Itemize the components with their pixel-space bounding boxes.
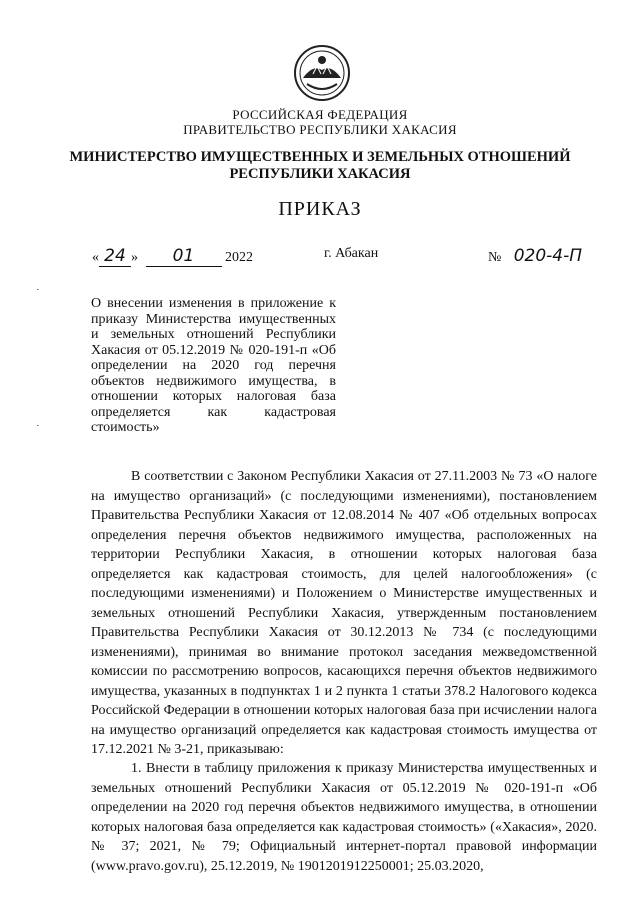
number-sign: № (488, 250, 502, 265)
number-value: 020-4-П (513, 246, 583, 266)
item-1-paragraph: 1. Внести в таблицу приложения к приказу Министерства имущественных и земельных отношений Республики Хакасия от 05.12.2019 № 020-191-п «Об определении на 2020 год перечня объектов недвижимого имущества, в отношении которых налоговая база определяется как кадастровая стоимость» («Хакасия», 2020. № 37; 2021, № 79; Официальный интернет-портал правовой информации (www.pravo.gov.ru), 25.12.2019, № 1901201912250001; 25.03.2020, (91, 761, 597, 874)
document-type: ПРИКАЗ (278, 198, 362, 220)
ministry-title-line2: РЕСПУБЛИКИ ХАКАСИЯ (229, 166, 411, 182)
quote-open: « (92, 250, 99, 265)
order-number (488, 246, 591, 266)
date-day: 24 (99, 246, 131, 267)
city: г. Абакан (324, 246, 379, 261)
margin-mark-2: · (36, 420, 40, 432)
preamble-paragraph: В соответствии с Законом Республики Хакасия от 27.11.2003 № 73 «О налоге на имущество организаций» (с последующими изменениями), постановлением Правительства Республики Хакасия от 12.08.2014 № 407 «Об отдельных вопросах определения перечня объектов недвижимого имущества, расположенных на территории Республики Хакасия, в отношении которых налоговая база определяется как кадастровая стоимость, для целей налогообложения» (с последующими изменениями) и Положением о Министерстве имущественных и земельных отношений Республики Хакасия, утвержденным постановлением Правительства Республики Хакасия от 30.12.2013 № 734 (с последующими изменениями), принимая во внимание протокол заседания межведомственной комиссии по рассмотрению вопросов, касающихся перечня объектов недвижимого имущества, указанных в подпунктах 1 и 2 пункта 1 статьи 378.2 Налогового кодекса Российской Федерации в отношении которых налоговая база при исчислении налога на имущество организаций определяется как кадастровая стоимость имущества от 17.12.2021 № 3-21, приказываю: (91, 469, 597, 757)
date-month: 01 (146, 246, 222, 267)
header-government: ПРАВИТЕЛЬСТВО РЕСПУБЛИКИ ХАКАСИЯ (183, 122, 457, 137)
header-country: РОССИЙСКАЯ ФЕДЕРАЦИЯ (232, 107, 408, 122)
coat-of-arms-emblem (293, 44, 351, 102)
margin-mark-1: · (36, 284, 40, 296)
quote-close: » (131, 250, 138, 265)
ministry-title-line1: МИНИСТЕРСТВО ИМУЩЕСТВЕННЫХ И ЗЕМЕЛЬНЫХ ОТНОШЕНИЙ (69, 149, 571, 165)
date-year: 2022 (225, 250, 253, 265)
order-date (92, 246, 253, 267)
order-subject: О внесении изменения в приложение к приказу Министерства имущественных и земельных отношений Республики Хакасия от 05.12.2019 № 020-191-п «Об определении на 2020 год перечня объектов недвижимого имущества, в отношении которых налоговая база определяется как кадастровая стоимость» (91, 296, 336, 435)
